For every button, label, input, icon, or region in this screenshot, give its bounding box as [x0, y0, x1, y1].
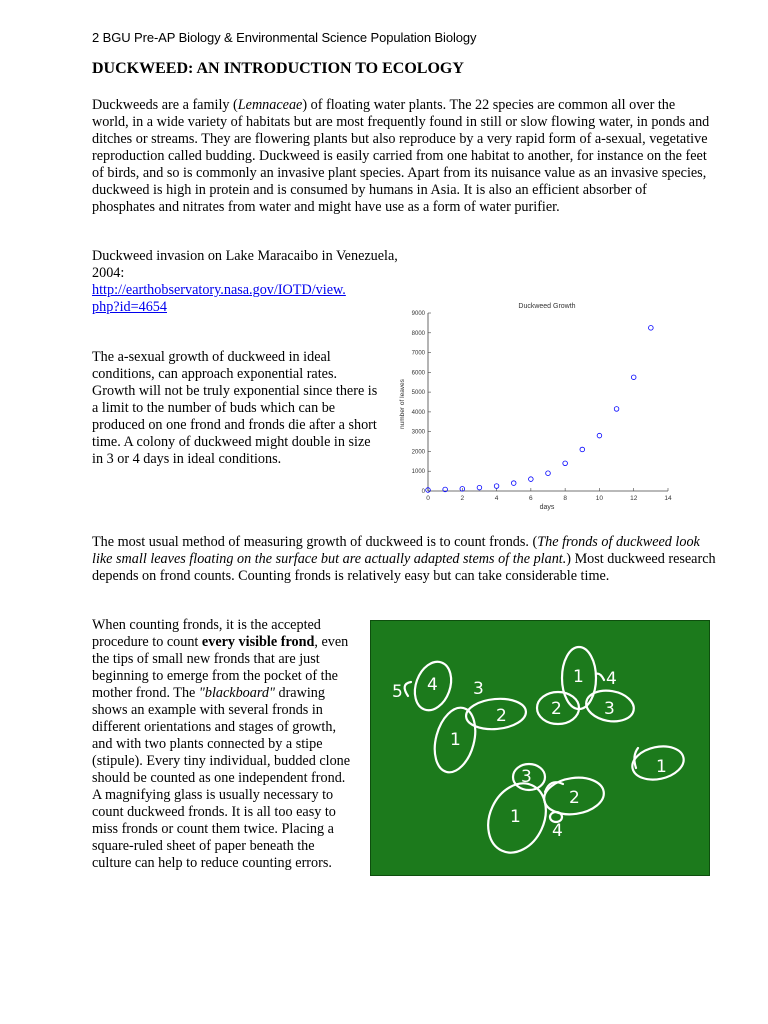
frond-note: The fronds of duckweed look like small leaves floating on the surface but are actually adapted stems of the plant.	[92, 534, 700, 567]
chart-points	[426, 326, 653, 493]
y-tick-label: 2000	[411, 449, 425, 456]
y-tick-label: 5000	[411, 390, 425, 397]
x-tick-label: 14	[664, 495, 672, 502]
y-tick-label: 0	[421, 489, 425, 495]
frond-number-label: 4	[427, 675, 438, 695]
y-tick-label: 6000	[411, 370, 425, 377]
blackboard-background	[370, 620, 710, 876]
x-tick-label: 8	[563, 495, 567, 502]
frond-number-label: 1	[510, 807, 521, 827]
frond-number-label: 1	[450, 730, 461, 750]
blackboard-drawing	[370, 620, 710, 876]
x-tick-label: 0	[426, 495, 430, 502]
invasion-text: Duckweed invasion on Lake Maracaibo in Venezuela, 2004:	[92, 248, 398, 281]
frond-number-label: 5	[392, 682, 403, 702]
data-point	[546, 471, 551, 476]
frond-number-label: 2	[569, 788, 580, 808]
frond-number-label: 4	[552, 821, 563, 841]
frond-number-label: 3	[473, 679, 484, 699]
counting-paragraph: When counting fronds, it is the accepted procedure to count every visible frond, even the tips of small new fronds that are just beginning to emerge from the pocket of the mother frond. The "blackboard" drawing shows an example with several fronds in different orientations and stages of growth, and with two plants connected by a stipe (stipule). Every tiny individual, budded clone should be counted as one independent frond. A magnifying glass is usually necessary to count duckweed fronds. It is all too easy to miss fronds or count them twice. Placing a square-ruled sheet of paper beneath the culture can help to reduce counting errors.	[92, 617, 351, 871]
x-tick-label: 12	[630, 495, 638, 502]
data-point	[649, 326, 654, 331]
x-tick-label: 10	[595, 495, 604, 502]
method-paragraph: The most usual method of measuring growth of duckweed is to count fronds. (The fronds of duckweed look like small leaves floating on the surface but are actually adapted stems of the plant.) Most duckweed research depends on frond counts. Counting fronds is relatively easy but can take considerable time.	[92, 534, 716, 584]
data-point	[614, 407, 619, 412]
blackboard-term: "blackboard"	[198, 685, 275, 701]
page-header: 2 BGU Pre-AP Biology & Environmental Science Population Biology	[92, 30, 477, 45]
every-visible-frond: every visible frond	[201, 634, 315, 650]
y-tick-label: 9000	[411, 311, 425, 317]
family-name: Lemnaceae	[237, 97, 303, 113]
data-point	[597, 433, 602, 438]
frond-number-label: 1	[573, 667, 584, 687]
y-axis-label: number of leaves	[399, 379, 406, 429]
frond-number-label: 3	[604, 699, 615, 719]
intro-paragraph: Duckweeds are a family (Lemnaceae) of floating water plants. The 22 species are common all over the world, in a wide variety of habitats but are most frequently found in still or slow flowing water, in ponds and ditches or streams. They are flowering plants but also reproduce by a very rapid form of a-sexual, vegetative reproduction called budding. Duckweed is easily carried from one habitat to another, for instance on the feet of birds, and so is commonly an invasive plant species. Apart from its nuisance value as an invasive species, duckweed is high in protein and is consumed by humans in Asia. It is also an efficient absorber of phosphates and nitrates from water and might have use as a form of water purifier.	[92, 97, 710, 215]
frond-number-label: 2	[551, 699, 562, 719]
frond-number-label: 3	[521, 767, 532, 787]
y-tick-label: 7000	[411, 350, 425, 357]
data-point	[631, 375, 636, 380]
data-point	[511, 481, 516, 486]
y-tick-label: 4000	[411, 409, 425, 416]
duckweed-growth-chart	[380, 298, 680, 516]
growth-paragraph: The a-sexual growth of duckweed in ideal conditions, can approach exponential rates. Growth will not be truly exponential since there is a limit to the number of buds which can be produced on one frond and fronds die after a short time. A colony of duckweed might double in size in 3 or 4 days in ideal conditions.	[92, 349, 378, 467]
y-tick-label: 8000	[411, 330, 425, 337]
data-point	[494, 484, 499, 489]
y-tick-label: 1000	[411, 469, 425, 476]
data-point	[477, 485, 482, 490]
data-point	[580, 447, 585, 452]
x-axis-label: days	[539, 504, 555, 511]
nasa-link[interactable]: http://earthobservatory.nasa.gov/IOTD/view. php?id=4654	[92, 282, 346, 315]
data-point	[529, 477, 534, 482]
x-tick-label: 6	[529, 495, 533, 502]
frond-number-label: 2	[496, 706, 507, 726]
page-title: DUCKWEED: AN INTRODUCTION TO ECOLOGY	[92, 60, 464, 77]
invasion-paragraph	[92, 248, 402, 316]
chart-title: Duckweed Growth	[518, 303, 576, 310]
x-tick-label: 2	[460, 495, 465, 502]
x-tick-label: 4	[494, 495, 499, 502]
frond-number-label: 1	[656, 757, 667, 777]
chart-axes	[412, 311, 672, 502]
frond-number-label: 4	[606, 669, 617, 689]
data-point	[563, 461, 568, 466]
y-tick-label: 3000	[411, 429, 425, 436]
